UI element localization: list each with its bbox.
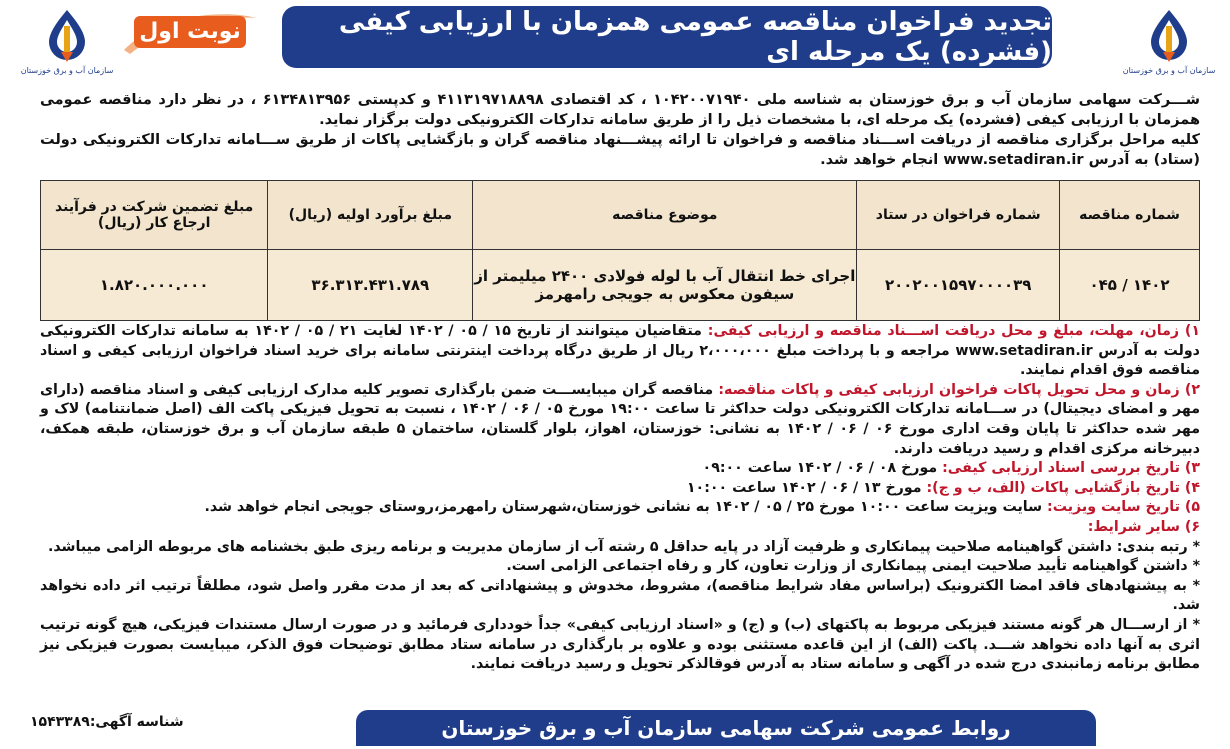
cell-subject: اجرای خط انتقال آب با لوله فولادی ۲۴۰۰ میلیمتر از سیفون معکوس به جویجی رامهرمز xyxy=(473,250,857,321)
intro-line2-pre: کلیه مراحل برگزاری مناقصه از دریافت اســـناد مناقصه و فراخوان تا ارائه پیشـــنهاد مناقصه گران و بازگشایی پاکات از طریق ســـامانه تدارکات الکترونیکی دولت (ستاد) به آدرس xyxy=(40,132,1200,168)
notice-body xyxy=(40,322,1200,675)
section-5 xyxy=(40,498,1200,518)
intro-line2-post: انجام خواهد شد. xyxy=(820,152,939,168)
header-setad-number: شماره فراخوان در ستاد xyxy=(857,181,1060,250)
section-1 xyxy=(40,322,1200,381)
section-6-label: ۶) سایر شرایط: xyxy=(1087,518,1200,535)
badge-label: نوبت اول xyxy=(134,16,246,48)
section-1-label: ۱) زمان، مهلت، مبلغ و محل دریافت اســـناد مناقصه و ارزیابی کیفی: xyxy=(707,323,1201,339)
section-1-url[interactable]: www.setadiran.ir xyxy=(955,342,1093,359)
section-2 xyxy=(40,381,1200,459)
condition-1: * رتبه بندی: داشتن گواهینامه صلاحیت پیمانکاری و ظرفیت آزاد در پایه حداقل ۵ رشته آب از سازمان مدیریت و برنامه ریزی طبق بخشنامه های مربوطه الزامی میباشد. xyxy=(47,538,1200,555)
cell-setad-number: ۲۰۰۲۰۰۱۵۹۷۰۰۰۰۳۹ xyxy=(857,250,1060,321)
cell-estimate: ۳۶.۳۱۳.۴۳۱.۷۸۹ xyxy=(268,250,473,321)
section-5-label: ۵) تاریخ سایت ویزیت: xyxy=(1047,499,1200,516)
round-badge xyxy=(120,10,260,56)
section-6 xyxy=(40,518,1200,538)
cell-guarantee: ۱.۸۲۰.۰۰۰.۰۰۰ xyxy=(41,250,268,321)
condition-2: * داشتن گواهینامه تأیید صلاحیت ایمنی پیمانکاری از وزارت تعاون، کار و رفاه اجتماعی الزامی است. xyxy=(506,558,1200,575)
condition-4: * از ارســـال هر گونه مستند فیزیکی مربوط به پاکتهای (ب) و (ج) و «اسناد ارزیابی کیفی» جداً خودداری فرمائید و در صورت ارسال مستندات فیزیکی، هیچ گونه ترتیب اثری به آنها داده نخواهد شـــد. پاکت (الف) از این قاعده مستثنی بوده و علاوه بر بارگذاری در سامانه ستاد مطابق توضیحات فوق الذکر، میبایست بصورت فیزیکی نیز مطابق برنامه زمانبندی درج شده در آگهی و سامانه ستاد به آدرس فوقالذکر تحویل و رسید دریافت نمایند. xyxy=(40,616,1200,673)
section-3 xyxy=(40,459,1200,479)
logo-caption-left: سازمان آب و برق خوزستان xyxy=(20,66,114,75)
cell-tender-number: ۱۴۰۲ / ۰۴۵ xyxy=(1060,250,1200,321)
org-logo-right xyxy=(1122,6,1216,86)
section-5-text: سایت ویزیت ساعت ۱۰:۰۰ مورخ ۲۵ / ۰۵ / ۱۴۰۲ به نشانی خوزستان،شهرستان رامهرمز،روستای جویجی انجام خواهد شد. xyxy=(204,499,1043,516)
header-subject: موضوع مناقصه xyxy=(473,181,857,250)
water-power-logo-icon xyxy=(1143,6,1195,66)
intro-paragraph-2 xyxy=(40,130,1200,170)
page-title: تجدید فراخوان مناقصه عمومی همزمان با ارزیابی کیفی (فشرده) یک مرحله ای xyxy=(338,7,1052,67)
section-4-label: ۴) تاریخ بازگشایی پاکات (الف، ب و ج): xyxy=(926,479,1200,496)
section-4 xyxy=(40,479,1200,499)
logo-caption-right: سازمان آب و برق خوزستان xyxy=(1122,66,1216,75)
section-1-text2: مراجعه و با پرداخت مبلغ ۲،۰۰۰،۰۰۰ ریال از طریق درگاه پرداخت اینترنتی سامانه برای خرید اسناد فراخوان ارزیابی کیفی و اسناد مناقصه فوق اقدام نمایند. xyxy=(40,342,1200,379)
section-1-text: متقاضیان میتوانند از تاریخ ۱۵ / ۰۵ / ۱۴۰۲ لغایت ۲۱ / ۰۵ / ۱۴۰۲ به سامانه تدارکات الکترونیکی دولت به آدرس xyxy=(40,323,1200,359)
condition-3: * به پیشنهادهای فاقد امضا الکترونیک (براساس مفاد شرایط مناقصه)، مشروط، مخدوش و پیشنهاداتی که بعد از مدت مقرر واصل شود، مطلقاً ترتیب اثر داده نخواهد شد. xyxy=(40,577,1200,614)
tender-table xyxy=(40,180,1200,321)
section-3-label: ۳) تاریخ بررسی اسناد ارزیابی کیفی: xyxy=(942,460,1200,477)
ad-identifier: شناسه آگهی:۱۵۴۳۳۸۹ xyxy=(30,714,184,730)
intro-text xyxy=(40,90,1200,170)
header xyxy=(0,0,1230,92)
title-bar xyxy=(282,6,1052,68)
header-guarantee: مبلغ تضمین شرکت در فرآیند ارجاع کار (ریال) xyxy=(41,181,268,250)
table-header-row xyxy=(41,181,1200,250)
header-estimate: مبلغ برآورد اولیه (ریال) xyxy=(268,181,473,250)
setad-url[interactable]: www.setadiran.ir xyxy=(943,152,1084,168)
section-3-text: مورخ ۰۸ / ۰۶ / ۱۴۰۲ ساعت ۰۹:۰۰ xyxy=(702,460,938,477)
section-2-label: ۲) زمان و محل تحویل پاکات فراخوان ارزیابی کیفی و پاکات مناقصه: xyxy=(718,381,1201,398)
footer-bar xyxy=(356,710,1096,746)
footer-org: روابط عمومی شرکت سهامی سازمان آب و برق خوزستان xyxy=(441,716,1011,740)
org-logo-left xyxy=(20,6,114,86)
water-power-logo-icon xyxy=(41,6,93,66)
section-2-text: مناقصه گران میبایســـت ضمن بارگذاری تصویر کلیه مدارک ارزیابی کیفی و اسناد مناقصه (دارای مهر و امضای دیجیتال) در ســـامانه تدارکات الکترونیکی دولت حداکثر تا ساعت ۱۹:۰۰ مورخ ۰۵ / ۰۶ / ۱۴۰۲ ، نسبت به تحویل فیزیکی پاکت الف (اصل ضمانتنامه) لاک و مهر شده حداکثر تا پایان وقت اداری مورخ ۰۶ / ۰۶ / ۱۴۰۲ به نشانی: خوزستان، اهواز، بلوار گلستان، ساختمان ۵ طبقه سازمان آب و برق خوزستان، طبقه همکف، دبیرخانه مرکزی اقدام و رسید دریافت دارند. xyxy=(40,381,1201,457)
intro-paragraph-1: شـــرکت سهامی سازمان آب و برق خوزستان به شناسه ملی ۱۰۴۲۰۰۷۱۹۴۰ ، کد اقتصادی ۴۱۱۳۱۹۷۱۸۸۹۸ و کدپستی ۶۱۳۴۸۱۳۹۵۶ ، در نظر دارد مناقصه عمومی همزمان با ارزیابی کیفی (فشرده) یک مرحله ای، با مشخصات ذیل را از طریق سامانه تدارکات الکترونیکی دولت برگزار نماید. xyxy=(40,92,1200,128)
header-tender-number: شماره مناقصه xyxy=(1060,181,1200,250)
section-4-text: مورخ ۱۳ / ۰۶ / ۱۴۰۲ ساعت ۱۰:۰۰ xyxy=(686,479,922,496)
table-row xyxy=(41,250,1200,321)
